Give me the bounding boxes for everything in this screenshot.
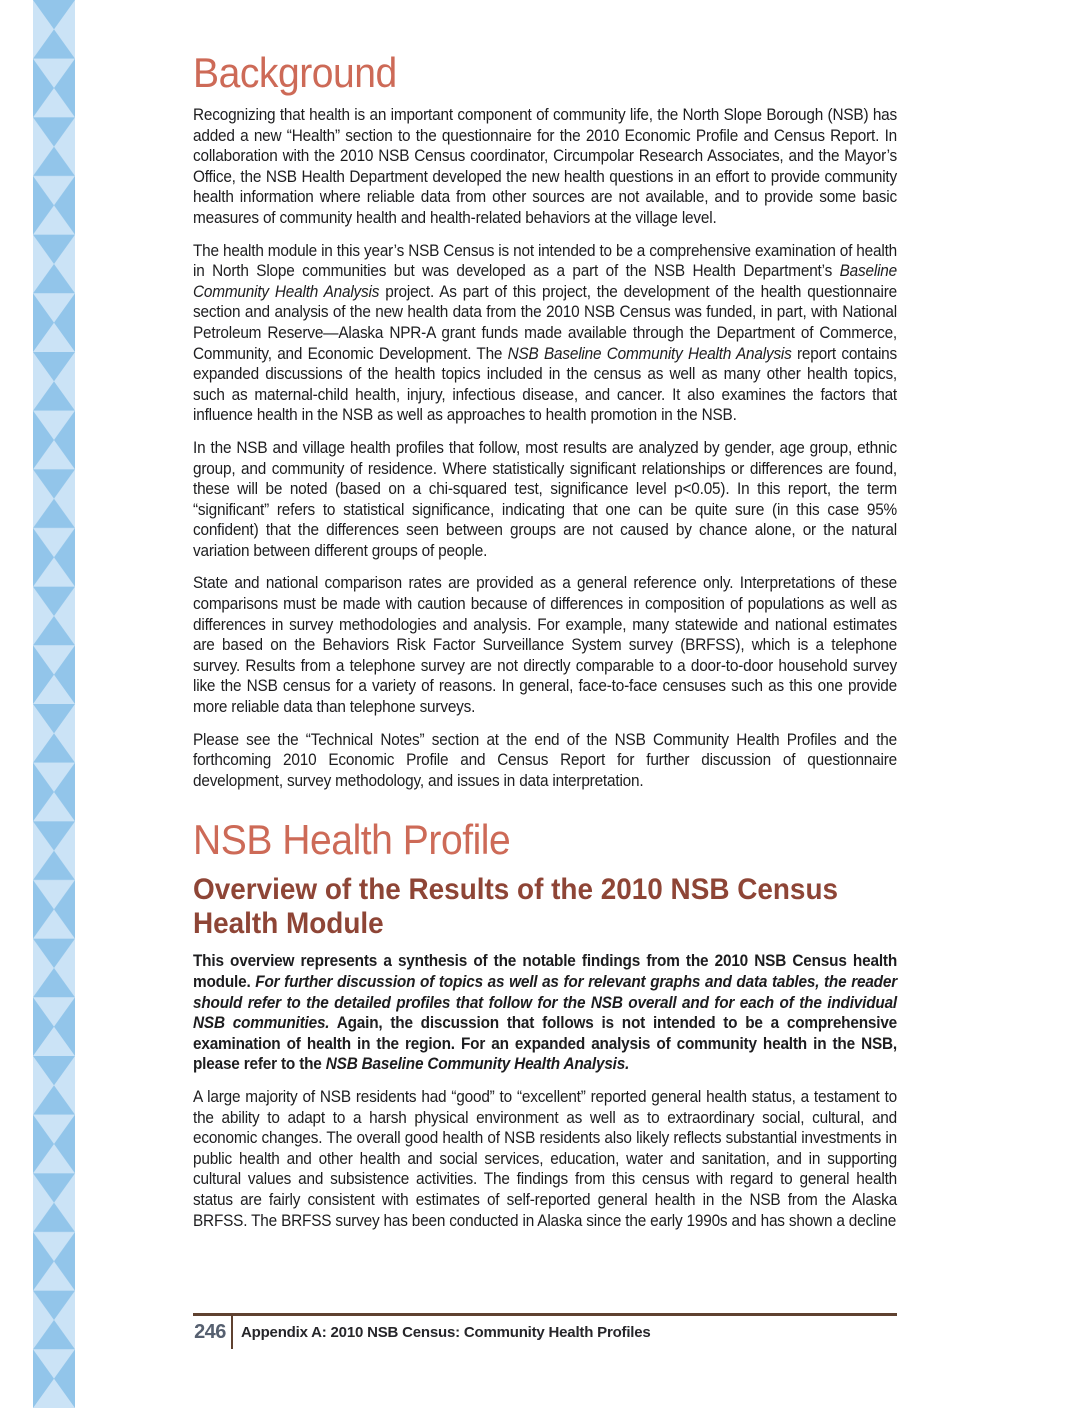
nsb-health-profile-heading: NSB Health Profile xyxy=(193,816,511,864)
triangle-border-pattern xyxy=(33,0,75,1408)
footer-label: Appendix A: 2010 NSB Census: Community Health Profiles xyxy=(241,1324,651,1341)
paragraph-2-text: report contains expanded discussions of the health topics included in the census as well as many other health topics, such as maternal-child health, injury, infectious disease, and cancer. It also examines the factors that influence health in the NSB as well as approaches to health promotion in the NSB. xyxy=(193,344,898,425)
overview-italic-note: For further discussion of topics as well as for relevant graphs and data tables, the reader should refer to the detailed profiles that follow for the NSB overall and for each of the individual NSB communities. xyxy=(193,973,898,1033)
page-content xyxy=(193,50,897,1243)
overview-paragraph-1-text: This overview represents a synthesis of the notable findings from the 2010 NSB Census health module. xyxy=(193,952,898,991)
background-paragraph-1: Recognizing that health is an important component of community life, the North Slope Borough (NSB) has added a new “Health” section to the questionnaire for the 2010 Economic Profile and Census Report. In collaboration with the 2010 NSB Census coordinator, Circumpolar Research Associates, and the Mayor’s Office, the NSB Health Department developed the new health questions in an effort to provide community health information where reliable data from other sources are not available, and to provide some basic measures of community health and health-related behaviors at the village level. xyxy=(193,106,898,227)
overview-subheading-line-1: Overview of the Results of the 2010 NSB Census xyxy=(193,873,838,907)
footer-rule xyxy=(193,1313,897,1316)
overview-paragraph-1-text: Again, the discussion that follows is not intended to be a comprehensive examination of health in the region. For an expanded analysis of community health in the NSB, please refer to the xyxy=(193,1014,898,1074)
overview-paragraph-1 xyxy=(193,951,897,1075)
overview-paragraph-2: A large majority of NSB residents had “good” to “excellent” reported general health status, a testament to the ability to adapt to a harsh physical environment as well as to extraordinary social, cultural, and economic changes. The overall good health of NSB residents also likely reflects substantial investments in public health and other health and social services, education, water and sanitation, and in supporting cultural values and subsistence activities. The findings from this census with regard to general health status are fairly consistent with estimates of self-reported general health in the NSB from the Alaska BRFSS. The BRFSS survey has been conducted in Alaska since the early 1990s and has shown a decline xyxy=(193,1087,898,1230)
footer-page-number: 246 xyxy=(194,1321,226,1343)
overview-subheading xyxy=(193,873,897,941)
background-paragraph-3: In the NSB and village health profiles that follow, most results are analyzed by gender, age group, ethnic group, and community of residence. Where statistically significant relationships or differences are found, these will be noted (based on a chi-squared test, significance level p<0.05). In this report, the term “significant” refers to statistical significance, indicating that one can be quite sure (in this case 95% confident) that the differences seen between groups are not caused by chance alone, or the natural variation between different groups of people. xyxy=(193,438,898,560)
paragraph-2-text: project. As part of this project, the development of the health questionnaire section and analysis of the new health data from the 2010 NSB Census was funded, in part, with National Petroleum Reserve—Alaska NPR-A grant funds made available through the Department of Commerce, Community, and Economic Development. The xyxy=(193,282,898,363)
nsb-baseline-community-health-analysis-title: NSB Baseline Community Health Analysis. xyxy=(325,1055,630,1074)
background-paragraph-2 xyxy=(193,241,897,426)
background-paragraph-5: Please see the “Technical Notes” section at the end of the NSB Community Health Profiles and the forthcoming 2010 Economic Profile and Census Report for further discussion of questionnaire development, survey methodology, and issues in data interpretation. xyxy=(193,730,898,790)
footer-divider xyxy=(231,1316,233,1349)
background-paragraph-4: State and national comparison rates are provided as a general reference only. Interpretations of these comparisons must be made with caution because of differences in composition of populations as well as differences in survey methodologies and analysis. For example, many statewide and national estimates are based on the Behaviors Risk Factor Surveillance System survey (BRFSS), which is a telephone survey. Results from a telephone survey are not directly comparable to a door-to-door household survey like the NSB census for a variety of reasons. In general, face-to-face censuses such as this one provide more reliable data than telephone surveys. xyxy=(193,574,898,717)
nsb-baseline-community-health-analysis-title: NSB Baseline Community Health Analysis xyxy=(507,344,792,363)
paragraph-2-text: The health module in this year’s NSB Census is not intended to be a comprehensive examination of health in North Slope communities but was developed as a part of the NSB Health Department’s xyxy=(193,241,898,281)
baseline-community-health-analysis-title: Baseline Community Health Analysis xyxy=(193,262,898,301)
background-heading: Background xyxy=(193,49,397,96)
overview-subheading-line-2: Health Module xyxy=(193,907,384,941)
